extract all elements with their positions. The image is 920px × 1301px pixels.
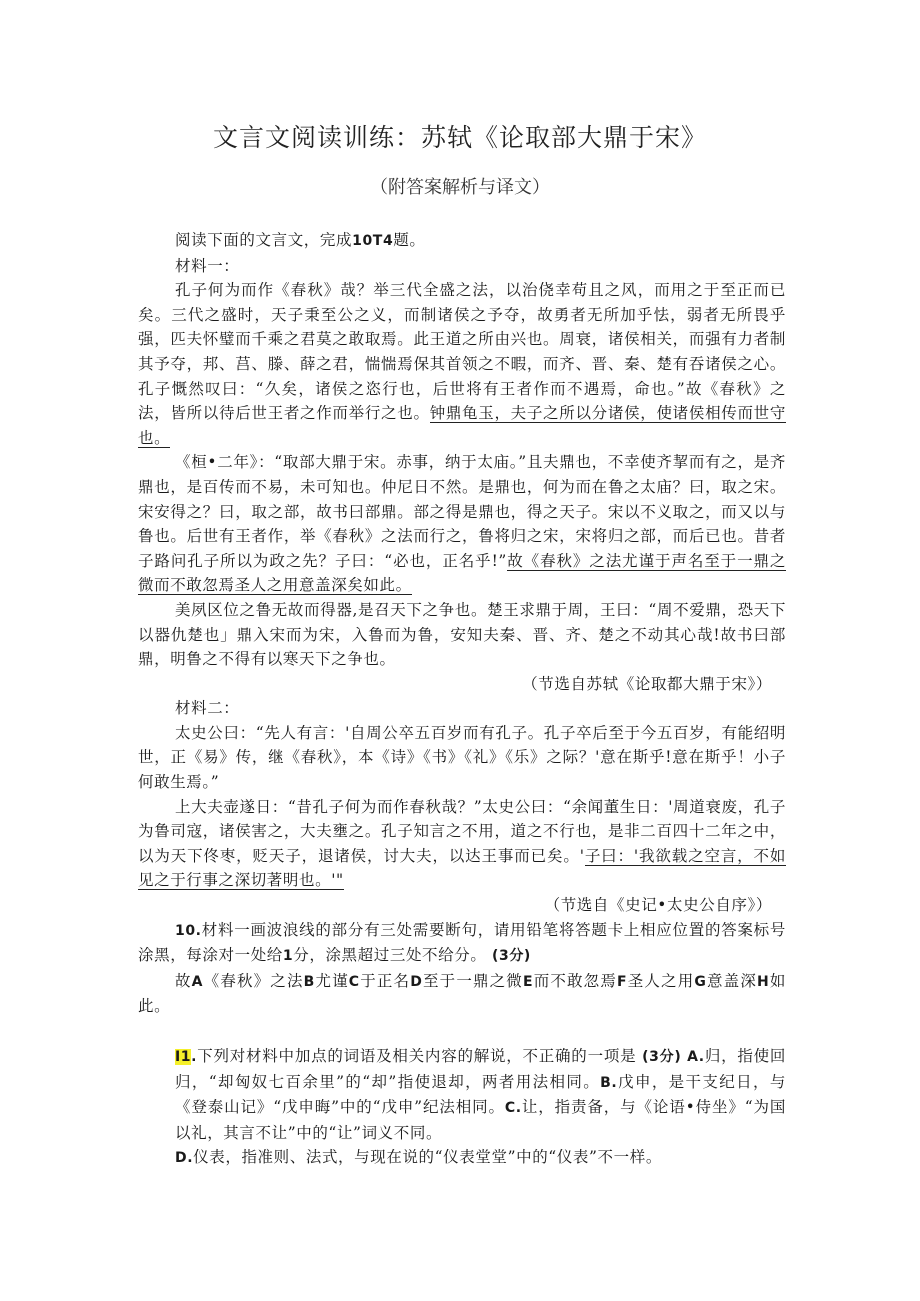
- option-label-f: F: [617, 973, 628, 990]
- option-label-d: D: [410, 973, 423, 990]
- question-10-options-prefix: 故: [175, 971, 192, 990]
- option-label-b: B: [303, 973, 315, 990]
- option-text-g: 意盖深: [706, 971, 758, 990]
- page-subtitle: （附答案解析与译文）: [370, 177, 550, 198]
- material1-paragraph-3: 美夙区位之鲁无故而得器,是召天下之争也。楚王求鼎于周，王曰：“周不爱鼎，恐天下以器仇楚也」鼎入宋而为宋，入鲁而为鲁，安知夫秦、晋、齐、楚之不动其心哉!故书曰部鼎，明鲁之不得有以寒天下之争也。: [138, 600, 786, 669]
- material2-source: （节选自《史记•太史公自序》）: [544, 896, 772, 915]
- material2-label: 材料二：: [175, 699, 240, 718]
- question-11-b-label: B.: [600, 1074, 618, 1091]
- question-10-points: 1: [282, 948, 294, 965]
- question-11-option-d: [138, 1145, 786, 1171]
- option-text-e: 而不敢忽焉: [533, 971, 617, 990]
- option-text-h: 如此。: [138, 971, 787, 1016]
- question-11-d-text: 仪表，指准则、法式，与现在说的“仪表堂堂”中的“仪表”不一样。: [193, 1148, 662, 1167]
- question-10-options: [138, 969, 786, 1019]
- question-10: [138, 918, 786, 969]
- section-gap: [138, 1019, 786, 1044]
- question-11-d-label: D.: [175, 1150, 194, 1167]
- option-text-b: 尤谨: [314, 971, 349, 990]
- question-11-a-text: 归，指使回归，“却匈奴七百余里”的“却”指使退却，两者用法相同。: [175, 1047, 787, 1091]
- material2-p2-text: 上大夫壶遂日：“昔孔子何为而作春秋哉？”太史公曰：“余闻董生日：'周道衰废，孔子为鲁司寇，诸侯害之，大夫壅之。孔子知言之不用，道之不行也，是非二百四十二年之中，以为天下佟枣，贬天子，退诸侯，讨大夫，以达王事而已矣。': [138, 797, 786, 865]
- material1-paragraph-1: [138, 278, 786, 450]
- material1-label: 材料一：: [175, 256, 240, 275]
- material2-paragraph-2: [138, 795, 786, 893]
- question-11-number-highlighted: I1: [175, 1049, 192, 1065]
- option-text-d: 至于一鼎之微: [422, 971, 523, 990]
- question-11-b-text: 戊申，是干支纪日，与《登泰山记》“戊申晦”中的“戊申”纪法相同。: [175, 1072, 786, 1117]
- option-label-h: H: [757, 973, 770, 990]
- option-text-c: 于正名: [359, 971, 411, 990]
- material1-p2-wavy-underlined: 故《春秋》之法尤谨于声名至于一鼎之微而不敢忽焉圣人之用意盖深矣如此。: [138, 551, 787, 595]
- question-10-score: (3分): [491, 948, 531, 965]
- material1-p1-text: 孔子何为而作《春秋》哉？举三代全盛之法，以治侥幸苟且之风，而用之于至正而已矣。三代之盛时，天子秉至公之义，而制诸侯之予夺，故勇者无所加乎怯，弱者无所畏乎强，匹夫怀璧而千乘之君莫之敢取焉。此王道之所由兴也。周衰，诸侯相关，而强有力者制其予夺，邦、莒、滕、薛之君，惴惴焉保其首领之不暇，而齐、晋、秦、楚有吞诸侯之心。孔子慨然叹曰：“久矣，诸侯之恣行也，后世将有王者作而不遇焉，命也。”故《春秋》之法，皆所以待后世王者之作而举行之也。: [138, 281, 786, 423]
- page-title: 文言文阅读训练：苏轼《论取部大鼎于宋》: [212, 123, 707, 152]
- intro-line: [138, 228, 786, 254]
- option-label-e: E: [522, 973, 534, 990]
- question-11-a-label: A.: [687, 1049, 705, 1065]
- question-11-number-dot: .: [191, 1049, 198, 1065]
- question-11: [138, 1044, 786, 1145]
- question-11-c-label: C.: [504, 1100, 522, 1117]
- material1-paragraph-2: [138, 450, 786, 598]
- intro-post: 题。: [393, 231, 426, 249]
- question-10-stem: 材料一画波浪线的部分有三处需要断句，请用铅笔将答题卡上相应位置的答案标号涂黑，每涂对一处给: [138, 920, 786, 965]
- material1-source: （节选自苏轼《论取都大鼎于宋》）: [522, 674, 772, 693]
- option-text-a: 《春秋》之法: [203, 971, 304, 990]
- option-label-a: A: [191, 973, 204, 990]
- option-label-c: C: [348, 973, 360, 990]
- document-body: [138, 228, 786, 1171]
- material1-p1-underlined: 钟鼎龟玉，夫子之所以分诸侯，使诸侯相传而世守也。: [138, 404, 786, 447]
- material2-p2-underlined: 子曰：'我欲载之空言，不如见之于行事之深切著明也。'": [138, 846, 786, 890]
- option-text-f: 圣人之用: [627, 971, 695, 990]
- material1-p2-text: 《桓•二年》：“取部大鼎于宋。赤事，纳于太庙。”且夫鼎也，不幸使齐挈而有之，是齐鼎也，是百传而不易，未可知也。仲尼日不然。是鼎也，何为而在鲁之太庙？曰，取之宋。宋安得之？曰，取之部，故书曰部鼎。部之得是鼎也，得之天子。宋以不义取之，而又以与鲁也。后世有王者作，举《春秋》之法而行之，鲁将归之宋，宋将归之部，而后已也。昔者子路问孔子所以为政之先？子曰：“必也，正名乎!”: [138, 453, 786, 570]
- material2-paragraph-1: 太史公曰：“先人有言：'自周公卒五百岁而有孔子。孔子卒后至于今五百岁，有能绍明世，正《易》传，继《春秋》，本《诗》《书》《礼》《乐》之际？'意在斯乎!意在斯乎！小子何敢生焉。”: [138, 723, 786, 792]
- question-11-stem: 下列对材料中加点的词语及相关内容的解说，不正确的一项是: [197, 1047, 637, 1065]
- question-11-c-text: 让，指责备，与《论语•侍坐》“为国以礼，其言不让”中的“让”词义不同。: [175, 1098, 786, 1142]
- question-11-score: (3分): [642, 1049, 682, 1065]
- question-10-number: 10.: [175, 922, 202, 939]
- question-10-stem-2: 分，涂黑超过三处不给分。: [293, 946, 487, 965]
- option-label-g: G: [694, 973, 707, 990]
- intro-range: 10T4: [352, 233, 394, 249]
- intro-pre: 阅读下面的文言文，完成: [175, 231, 353, 249]
